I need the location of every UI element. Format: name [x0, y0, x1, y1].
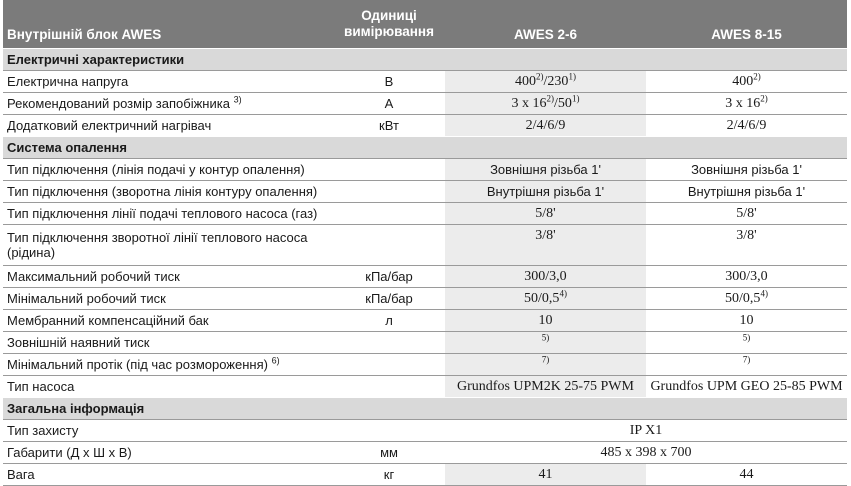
row-unit: л	[333, 310, 445, 332]
value-awes-8-15: 3/8'	[646, 225, 847, 266]
header-awes-2-6: AWES 2-6	[445, 0, 646, 49]
row-unit: кПа/бар	[333, 266, 445, 288]
header-awes-8-15: AWES 8-15	[646, 0, 847, 49]
value-awes-8-15: 400$^{2)}$	[646, 71, 847, 93]
row-unit	[333, 225, 445, 266]
row-label: Тип підключення (зворотна лінія контуру опалення)	[3, 181, 333, 203]
row-label: Додатковий електричний нагрівач	[3, 115, 333, 137]
row-label: Мінімальний протік (під час розмороження) $^{6)}$	[3, 354, 333, 376]
value-awes-2-6: 41	[445, 464, 646, 486]
section-electrical: Електричні характеристики	[3, 49, 847, 71]
table-row	[3, 310, 847, 332]
row-label: Тип захисту	[3, 420, 333, 442]
value-awes-8-15: 44	[646, 464, 847, 486]
table-row	[3, 442, 847, 464]
table-row	[3, 266, 847, 288]
row-label: Електрична напруга	[3, 71, 333, 93]
section-general: Загальна інформація	[3, 398, 847, 420]
value-awes-2-6: 7)	[445, 354, 646, 376]
value-both-models: 485 x 398 x 700	[445, 442, 847, 464]
header-unit-name: Внутрішній блок AWES	[3, 0, 333, 49]
row-label: Тип підключення лінії подачі теплового насоса (газ)	[3, 203, 333, 225]
table-row	[3, 159, 847, 181]
value-awes-2-6: 10	[445, 310, 646, 332]
row-unit	[333, 159, 445, 181]
value-awes-8-15: 50/0,5$^{4)}$	[646, 288, 847, 310]
table-row	[3, 464, 847, 486]
value-awes-8-15: Зовнішня різьба 1'	[646, 159, 847, 181]
table-row	[3, 71, 847, 93]
table-row	[3, 115, 847, 137]
row-unit	[333, 420, 445, 442]
value-awes-8-15: Grundfos UPM GEO 25-85 PWM	[646, 376, 847, 398]
row-label: Тип насоса	[3, 376, 333, 398]
value-awes-2-6: Grundfos UPM2K 25-75 PWM	[445, 376, 646, 398]
row-label: Рекомендований розмір запобіжника $^{3)}$	[3, 93, 333, 115]
value-awes-8-15: 2/4/6/9	[646, 115, 847, 137]
row-label: Тип підключення (лінія подачі у контур опалення)	[3, 159, 333, 181]
value-both-models: IP X1	[445, 420, 847, 442]
table-header-row	[3, 0, 847, 49]
table-row	[3, 181, 847, 203]
value-awes-2-6: 2/4/6/9	[445, 115, 646, 137]
value-awes-8-15: 300/3,0	[646, 266, 847, 288]
table-row	[3, 376, 847, 398]
value-awes-2-6: 3 x 16$^{2)}$/50$^{1)}$	[445, 93, 646, 115]
table-row	[3, 420, 847, 442]
value-awes-2-6: 300/3,0	[445, 266, 646, 288]
table-row	[3, 203, 847, 225]
table-row	[3, 93, 847, 115]
table-row	[3, 225, 847, 266]
table-row	[3, 332, 847, 354]
value-awes-2-6: 400$^{2)}$/230$^{1)}$	[445, 71, 646, 93]
row-label: Вага	[3, 464, 333, 486]
row-unit: кг	[333, 464, 445, 486]
value-awes-8-15: 7)	[646, 354, 847, 376]
value-awes-8-15: 3 x 16$^{2)}$	[646, 93, 847, 115]
value-awes-8-15: 10	[646, 310, 847, 332]
row-unit	[333, 332, 445, 354]
table-row	[3, 288, 847, 310]
row-unit	[333, 354, 445, 376]
header-units: Одиниці вимірювання	[333, 0, 445, 49]
row-label: Зовнішній наявний тиск	[3, 332, 333, 354]
value-awes-2-6: Зовнішня різьба 1'	[445, 159, 646, 181]
value-awes-8-15: 5)	[646, 332, 847, 354]
row-label: Тип підключення зворотної лінії теплового насоса (рідина)	[3, 225, 333, 266]
row-label: Максимальний робочий тиск	[3, 266, 333, 288]
row-unit: кПа/бар	[333, 288, 445, 310]
row-unit: мм	[333, 442, 445, 464]
value-awes-8-15: 5/8'	[646, 203, 847, 225]
value-awes-2-6: 5/8'	[445, 203, 646, 225]
value-awes-2-6: 5)	[445, 332, 646, 354]
value-awes-2-6: 50/0,5$^{4)}$	[445, 288, 646, 310]
row-unit: А	[333, 93, 445, 115]
row-unit	[333, 181, 445, 203]
row-label: Мінімальний робочий тиск	[3, 288, 333, 310]
row-label: Мембранний компенсаційний бак	[3, 310, 333, 332]
value-awes-2-6: Внутрішня різьба 1'	[445, 181, 646, 203]
value-awes-8-15: Внутрішня різьба 1'	[646, 181, 847, 203]
table-row	[3, 354, 847, 376]
row-label: Габарити (Д х Ш х В)	[3, 442, 333, 464]
row-unit	[333, 376, 445, 398]
specs-table	[3, 0, 847, 486]
row-unit	[333, 203, 445, 225]
section-heating: Система опалення	[3, 137, 847, 159]
row-unit: кВт	[333, 115, 445, 137]
value-awes-2-6: 3/8'	[445, 225, 646, 266]
row-unit: В	[333, 71, 445, 93]
